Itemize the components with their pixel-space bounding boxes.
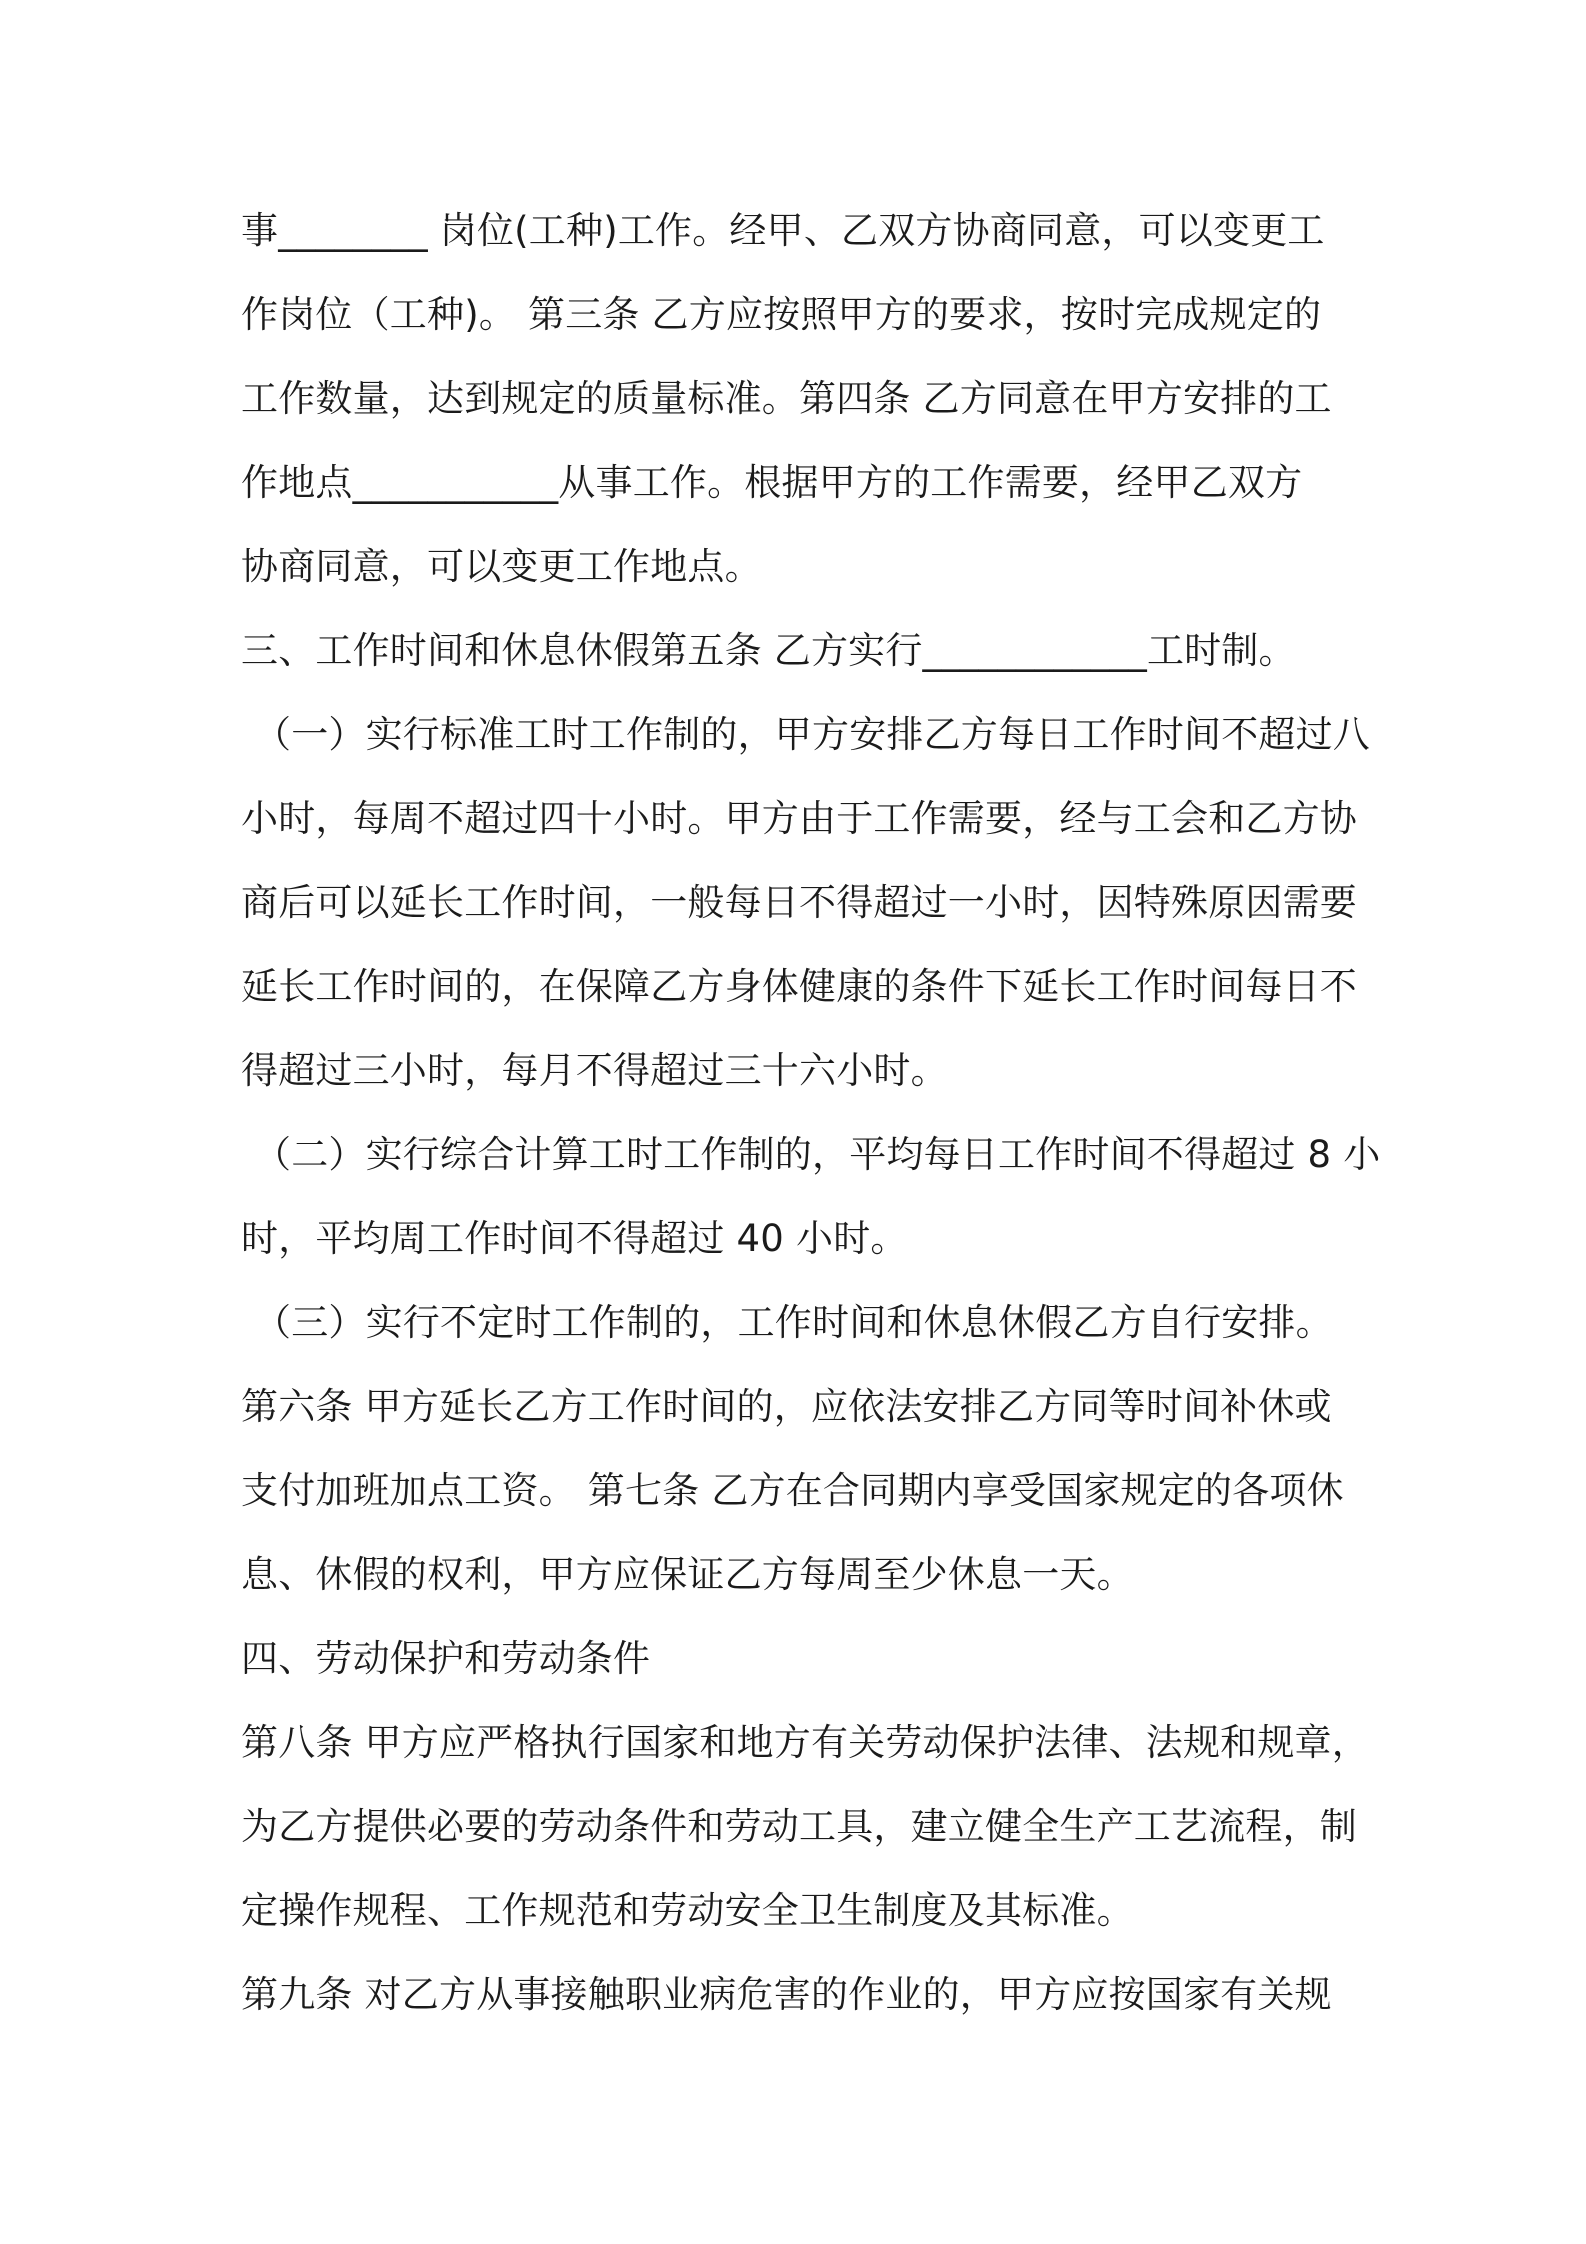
- section-heading: 三、工作时间和休息休假第五条 乙方实行____________工时制。: [241, 629, 1296, 672]
- text-line: 息、休假的权利，甲方应保证乙方每周至少休息一天。: [241, 1553, 1134, 1596]
- text-line: 事________ 岗位(工种)工作。经甲、乙双方协商同意，可以变更工: [241, 209, 1325, 252]
- text-line: 作地点___________从事工作。根据甲方的工作需要，经甲乙双方: [241, 461, 1303, 504]
- text-line: 定操作规程、工作规范和劳动安全卫生制度及其标准。: [241, 1889, 1134, 1932]
- text-line: 支付加班加点工资。 第七条 乙方在合同期内享受国家规定的各项休: [241, 1469, 1344, 1512]
- text-line: 协商同意，可以变更工作地点。: [241, 545, 762, 588]
- text-line: 为乙方提供必要的劳动条件和劳动工具，建立健全生产工艺流程，制: [241, 1805, 1357, 1848]
- text-line: （一）实行标准工时工作制的，甲方安排乙方每日工作时间不超过八: [254, 713, 1370, 756]
- text-line: 第八条 甲方应严格执行国家和地方有关劳动保护法律、法规和规章，: [241, 1721, 1369, 1764]
- text-line: 小时，每周不超过四十小时。甲方由于工作需要，经与工会和乙方协: [241, 797, 1357, 840]
- text-line: 得超过三小时，每月不得超过三十六小时。: [241, 1049, 948, 1092]
- text-line: （二）实行综合计算工时工作制的，平均每日工作时间不得超过 8 小: [254, 1133, 1381, 1176]
- text-line: 第六条 甲方延长乙方工作时间的，应依法安排乙方同等时间补休或: [241, 1385, 1332, 1428]
- text-line: 商后可以延长工作时间，一般每日不得超过一小时，因特殊原因需要: [241, 881, 1357, 924]
- text-line: 第九条 对乙方从事接触职业病危害的作业的，甲方应按国家有关规: [241, 1973, 1332, 2016]
- text-line: 作岗位（工种)。 第三条 乙方应按照甲方的要求，按时完成规定的: [241, 293, 1322, 336]
- text-line: 工作数量，达到规定的质量标准。第四条 乙方同意在甲方安排的工: [241, 377, 1332, 420]
- text-line: 延长工作时间的，在保障乙方身体健康的条件下延长工作时间每日不: [241, 965, 1357, 1008]
- text-line: （三）实行不定时工作制的，工作时间和休息休假乙方自行安排。: [254, 1301, 1333, 1344]
- section-heading: 四、劳动保护和劳动条件: [241, 1637, 651, 1680]
- text-line: 时，平均周工作时间不得超过 40 小时。: [241, 1217, 908, 1260]
